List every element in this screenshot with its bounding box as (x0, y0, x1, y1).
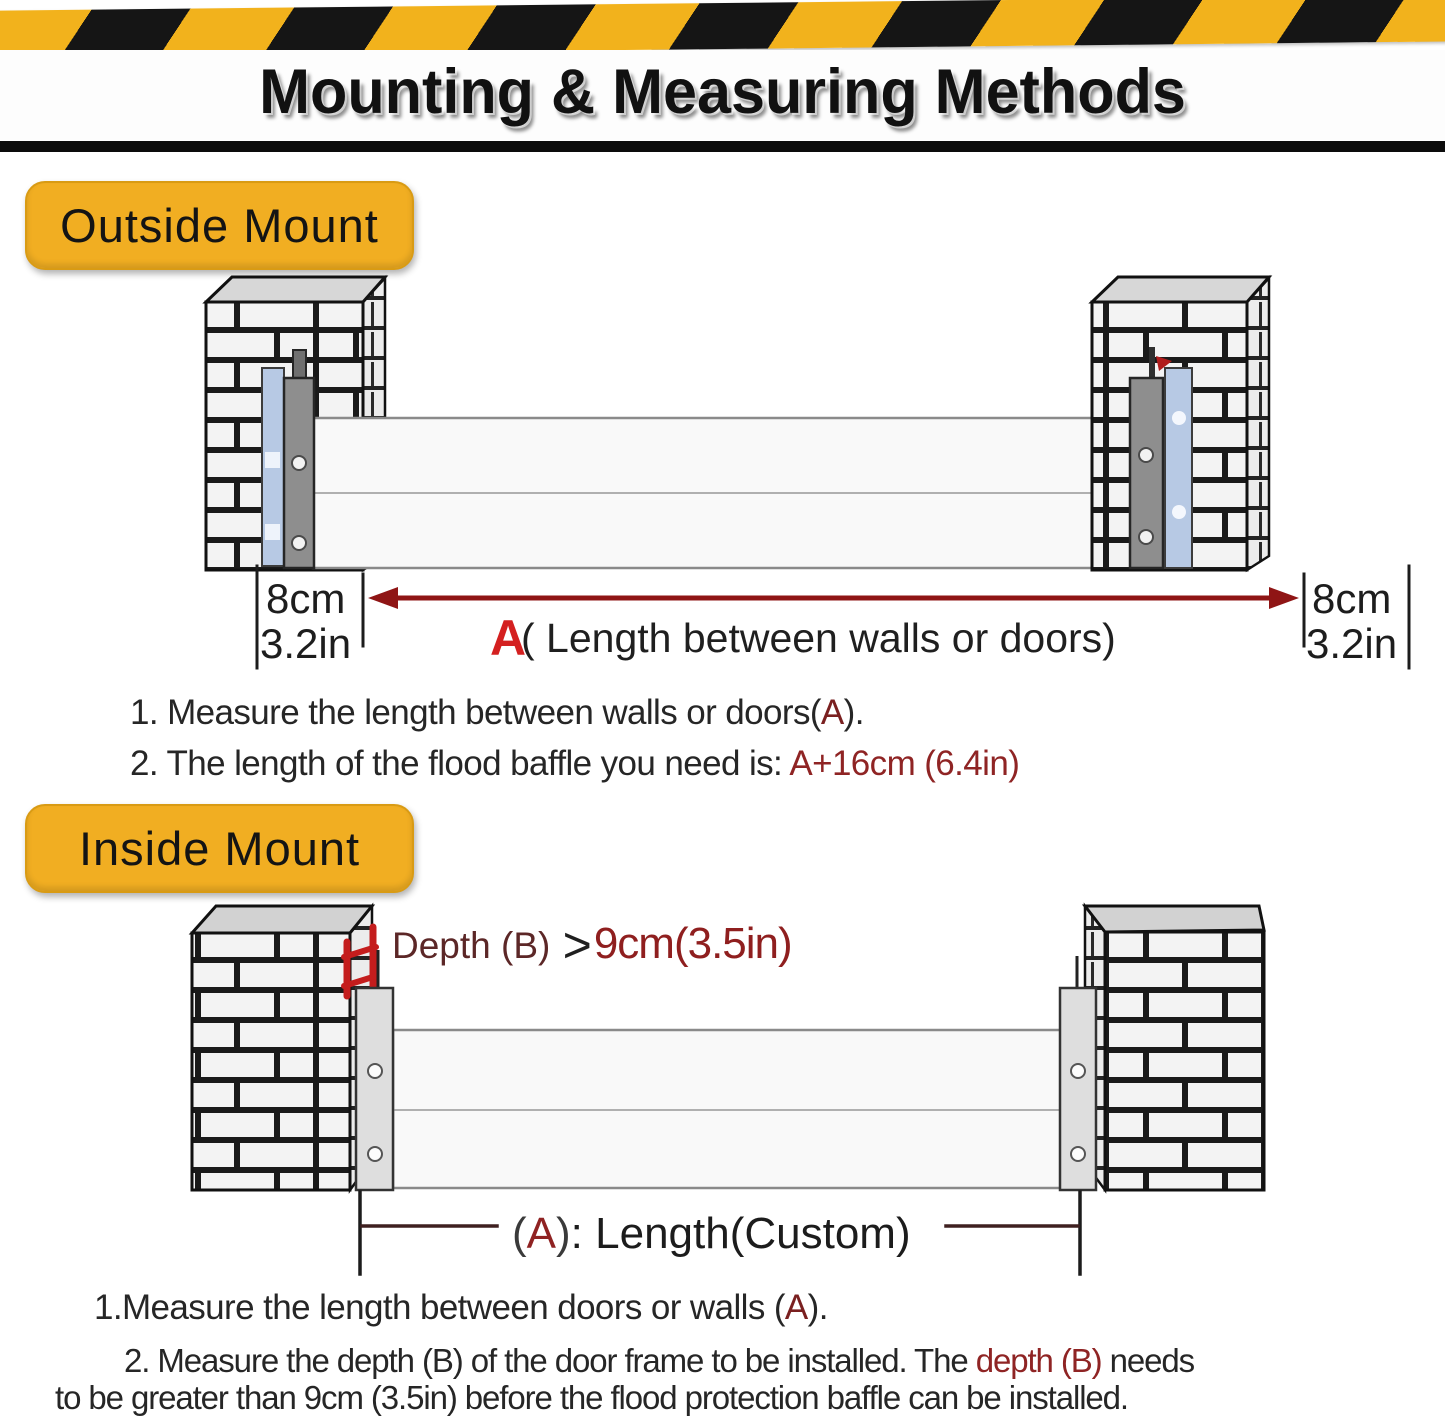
dim-a-letter: A (490, 610, 527, 666)
step-text: needs (1101, 1342, 1195, 1379)
outside-mount-diagram (206, 277, 1409, 668)
screw (368, 1064, 382, 1078)
pillar-front-face (192, 933, 350, 1190)
seal-highlight (265, 524, 280, 540)
inside-mount-label (25, 804, 414, 893)
greater-than-sign: > (562, 917, 592, 973)
seal-strip (1165, 368, 1192, 568)
screw (1139, 530, 1153, 544)
screw (368, 1147, 382, 1161)
pillar-front-face (1105, 932, 1264, 1190)
pillar-top-face (192, 906, 372, 933)
channel-anchor-tab (1149, 347, 1155, 380)
pillar-top-face (1085, 906, 1264, 932)
outside-mount-label-text: Outside Mount (60, 199, 379, 252)
outside-right-channel (1130, 347, 1192, 568)
step-text: to be greater than 9cm (3.5in) before the flood protection baffle can be installed. (55, 1379, 1128, 1416)
step-highlight: A+16cm (6.4in) (789, 744, 1020, 783)
screw (1071, 1064, 1085, 1078)
step-text: 1. Measure the length between walls or doors( (130, 693, 821, 732)
outside-flood-barrier (313, 418, 1148, 568)
step-text: 1.Measure the length between doors or walls ( (94, 1288, 785, 1327)
pillar-side-face (1247, 278, 1269, 570)
outside-dimension (257, 566, 1409, 668)
pillar-top-face (206, 277, 385, 302)
dim-right-cm-label: 8cm (1312, 575, 1392, 622)
dim-left-in-label: 3.2in (260, 620, 352, 667)
arrow-head-left (368, 587, 398, 609)
page-title: Mounting & Measuring Methods (259, 57, 1186, 127)
inside-step-1 (94, 1288, 828, 1328)
step-highlight: A (820, 693, 844, 732)
outside-step-2 (130, 744, 1019, 784)
step-highlight: A (784, 1288, 808, 1327)
step-highlight: depth (B) (975, 1342, 1102, 1379)
inside-flood-barrier (393, 1030, 1061, 1188)
outside-step-1 (130, 693, 864, 733)
step-text: 2. Measure the depth (B) of the door frame to be installed. The (124, 1342, 976, 1379)
arrow-head-right (1269, 587, 1299, 609)
depth-label: Depth (B) (392, 925, 561, 966)
step-text: ). (807, 1288, 828, 1327)
depth-requirement-note (392, 916, 792, 974)
pillar-top-face (1092, 277, 1269, 302)
screw (1071, 1147, 1085, 1161)
dim-right-in-label: 3.2in (1306, 620, 1398, 667)
inside-step-2-line-2 (55, 1379, 1128, 1417)
screw (292, 456, 306, 470)
channel-anchor-tab (293, 350, 306, 380)
screw (292, 536, 306, 550)
screw (1139, 448, 1153, 462)
inside-step-2-line-1 (124, 1342, 1194, 1380)
dim-left-cm-label: 8cm (266, 575, 346, 622)
dim-a-length-label: (A): Length(Custom) (512, 1209, 911, 1258)
step-text: ). (843, 693, 864, 732)
inside-mount-label-text: Inside Mount (78, 822, 361, 875)
inside-left-pillar (192, 906, 378, 1190)
dim-a-caption: ( Length between walls or doors) (521, 615, 1116, 661)
outside-left-channel (262, 350, 314, 568)
step-text: 2. The length of the flood baffle you need is: (130, 744, 790, 783)
seal-highlight (1172, 411, 1186, 425)
seal-highlight (265, 452, 280, 468)
inside-right-pillar (1077, 906, 1264, 1190)
depth-value: 9cm(3.5in) (593, 919, 792, 968)
seal-highlight (1172, 505, 1186, 519)
inside-right-channel (1060, 988, 1096, 1190)
inside-left-channel (356, 988, 393, 1190)
inside-dimension (360, 1192, 1080, 1274)
